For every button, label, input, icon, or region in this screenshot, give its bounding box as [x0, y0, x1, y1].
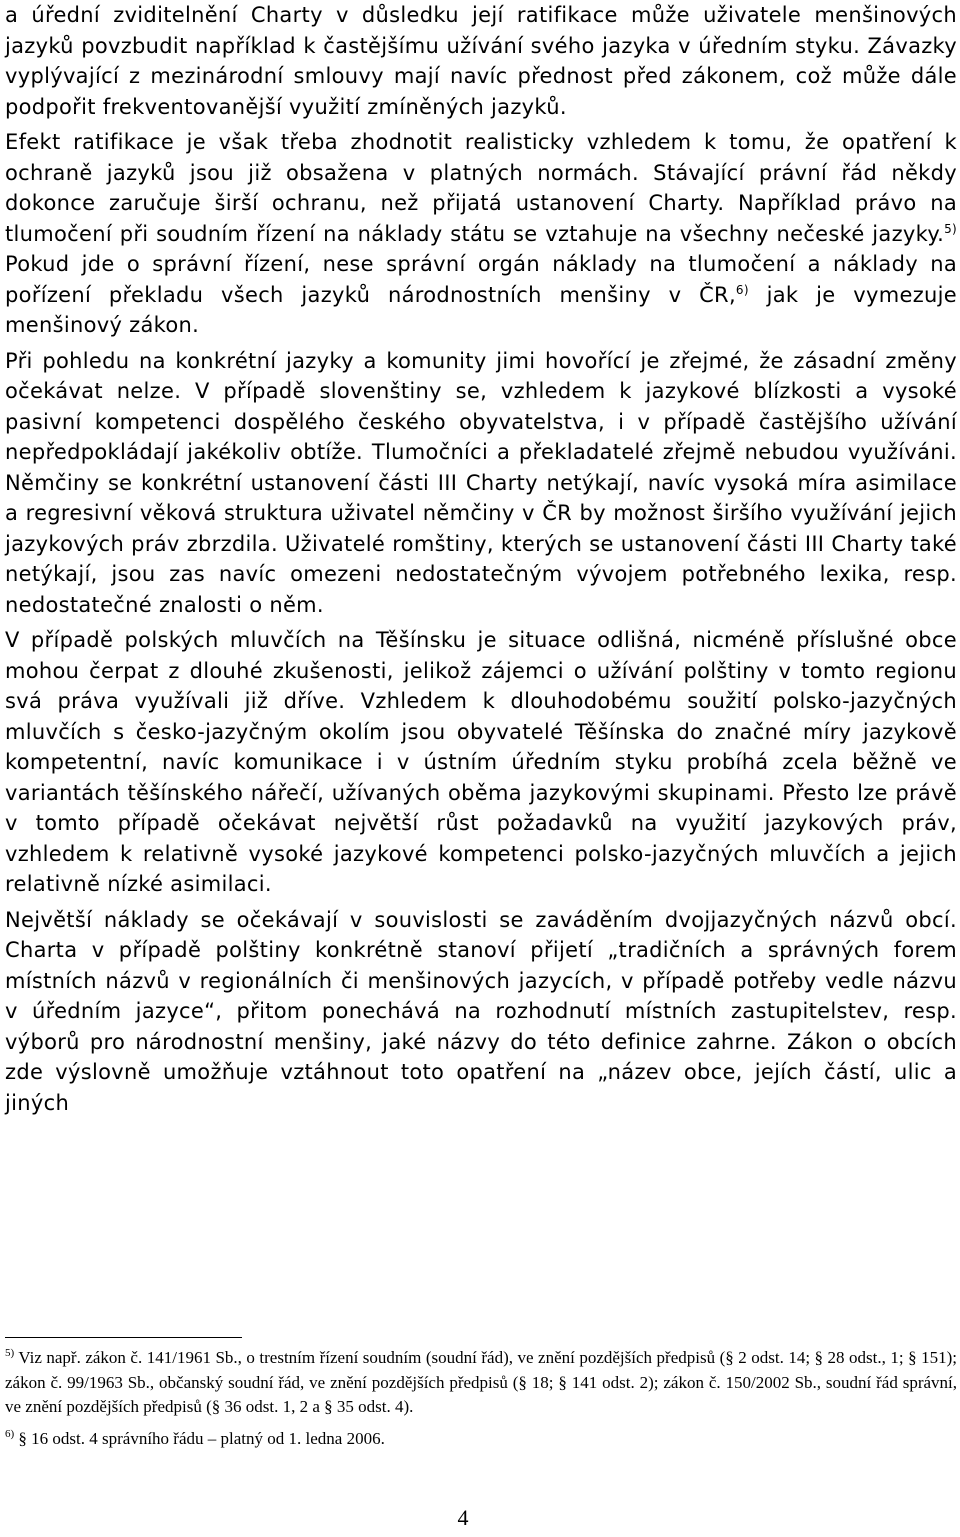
footnote-text: § 16 odst. 4 správního řádu – platný od 1. ledna 2006.: [14, 1428, 385, 1448]
paragraph-text: Efekt ratifikace je však třeba zhodnotit realisticky vzhledem k tomu, že opatření k ochraně jazyků jsou již obsažena v platných normách. Stávající právní řád někdy dokonce zaručuje širší ochranu, než přijatá ustanovení Charty. Například právo na tlumočení při soudním řízení na náklady státu se vztahuje na všechny nečeské jazyky.: [5, 130, 957, 246]
footnote-reference[interactable]: 6): [735, 282, 749, 297]
paragraph: [5, 905, 957, 1119]
footnote-text: Viz např. zákon č. 141/1961 Sb., o trestním řízení soudním (soudní řád), ve znění pozdějších předpisů (§ 2 odst. 14; § 28 odst., 1; § 151); zákon č. 99/1963 Sb., občanský soudní řád, ve znění pozdějších předpisů (§ 18; § 141 odst. 2); zákon č. 150/2002 Sb., soudní řád správní, ve znění pozdějších předpisů (§ 36 odst. 1, 2 a § 35 odst. 4).: [5, 1348, 957, 1416]
paragraph-text: V případě polských mluvčích na Těšínsku je situace odlišná, nicméně příslušné obce mohou čerpat z dlouhé zkušenosti, jelikož zájemci o užívání polštiny v tomto regionu svá práva využívali již dříve. Vzhledem k dlouhodobému soužití polsko-jazyčných mluvčích s česko-jazyčným okolím jsou obyvatelé Těšínska do značné míry jazykově kompetentní, navíc komunikace i v ústním úředním styku probíhá zcela běžně ve variantách těšínského nářečí, užívaných oběma jazykovými skupinami. Přesto lze právě v tomto případě očekávat největší růst požadavků na využití jazykových práv, vzhledem k relativně vysoké jazykové kompetenci polsko-jazyčných mluvčích a jejich relativně nízké asimilaci.: [5, 628, 957, 896]
body-text: [5, 0, 957, 1118]
footnotes: [5, 1346, 957, 1458]
footnote: [5, 1346, 957, 1420]
footnote-mark: 5): [5, 1347, 15, 1359]
paragraph: [5, 0, 957, 122]
footnote-separator: [5, 1337, 242, 1338]
paragraph-text: Při pohledu na konkrétní jazyky a komunity jimi hovořící je zřejmé, že zásadní změny očekávat nelze. V případě slovenštiny se, vzhledem k jazykové blízkosti a vysoké pasivní kompetenci dospělého českého obyvatelstva, i v případě častějšího užívání nepředpokládají jakékoliv obtíže. Tlumočníci a překladatelé zřejmě nebudou využíváni. Němčiny se konkrétní ustanovení části III Charty netýkají, navíc vysoká míra asimilace a regresivní věková struktura uživatel němčiny v ČR by možnost širšího využívání jejich jazykových práv zbrzdila. Uživatelé romštiny, kterých se ustanovení části III Charty také netýkají, jsou zas navíc omezeni nedostatečným vývojem potřebného lexika, resp. nedostatečné znalosti o něm.: [5, 348, 957, 617]
paragraph: [5, 625, 957, 900]
paragraph: [5, 127, 957, 341]
paragraph-text: a úřední zviditelnění Charty v důsledku její ratifikace může uživatele menšinových jazyků povzbudit například k častějšímu užívání svého jazyka v úředním styku. Závazky vyplývající z mezinárodní smlouvy mají navíc přednost před zákonem, což může dále podpořit frekventovanější využití zmíněných jazyků.: [5, 3, 957, 119]
page-number: 4: [457, 1505, 469, 1530]
footnote-mark: 6): [5, 1427, 15, 1440]
paragraph: [5, 346, 957, 621]
paragraph-text: Největší náklady se očekávají v souvislosti se zaváděním dvojjazyčných názvů obcí. Charta v případě polštiny konkrétně stanoví přijetí „tradičních a správných forem místních názvů v regionálních či menšinových jazycích, v případě potřeby vedle názvu v úředním jazyce“, přitom ponechává na rozhodnutí místních zastupitelstev, resp. výborů pro národnostní menšiny, jaké názvy do této definice zahrne. Zákon o obcích zde výslovně umožňuje vztáhnout toto opatření na „název obce, jejích částí, ulic a jiných: [5, 907, 957, 1115]
paragraph-text: jak je vymezuje menšinový zákon.: [5, 282, 958, 337]
paragraph-text: Pokud jde o správní řízení, nese správní orgán náklady na tlumočení a náklady na pořízení překladu všech jazyků národnostních menšiny v ČR,: [5, 252, 957, 307]
footnote: [5, 1427, 957, 1452]
footnote-reference[interactable]: 5): [944, 221, 957, 236]
